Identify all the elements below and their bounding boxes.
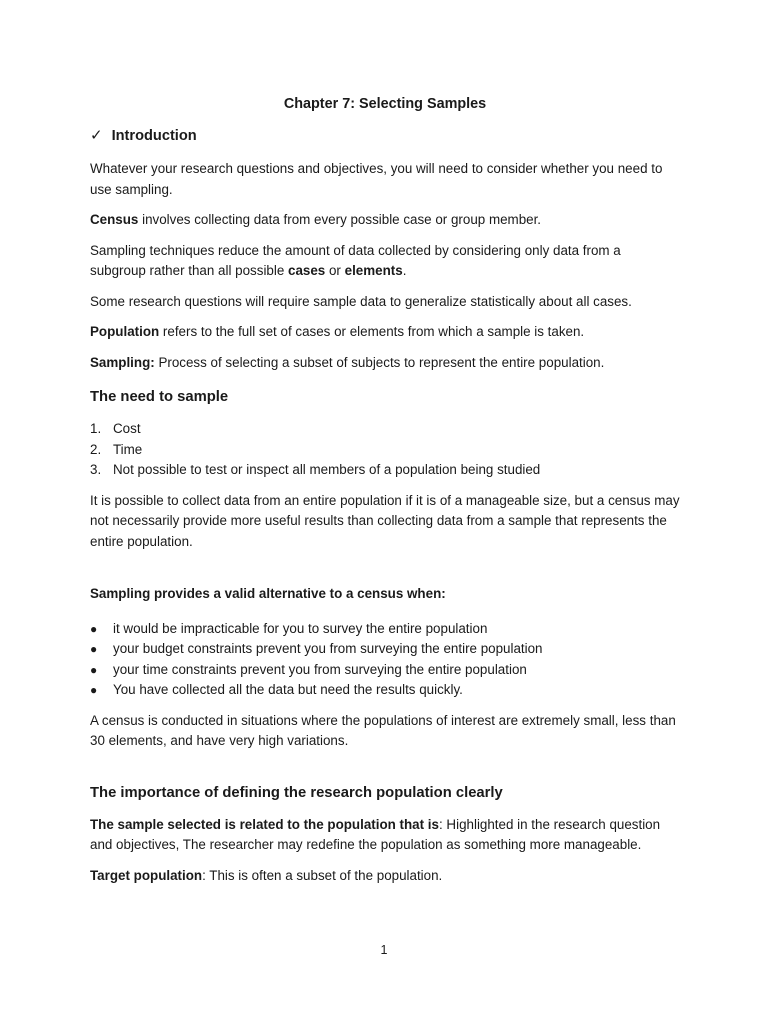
census-definition	[90, 210, 680, 231]
population-text: refers to the full set of cases or elements from which a sample is taken.	[159, 324, 585, 339]
bullet-icon: ●	[90, 683, 98, 697]
importance-heading: The importance of defining the research population clearly	[90, 784, 503, 801]
valid-alternative-lead: Sampling provides a valid alternative to a census when:	[90, 586, 446, 601]
census-term: Census	[90, 212, 139, 227]
page-number: 1	[380, 943, 388, 957]
population-term: Population	[90, 324, 160, 339]
census-text: involves collecting data from every possible case or group member.	[138, 212, 542, 227]
sampling-term: Sampling:	[90, 354, 155, 370]
period: .	[402, 263, 407, 278]
list-number: 1.	[90, 421, 102, 436]
target-population-text: : This is often a subset of the population.	[202, 867, 443, 883]
page-content	[90, 93, 680, 896]
list-item	[90, 619, 680, 640]
list-item-text: your time constraints prevent you from surveying the entire population	[113, 661, 527, 677]
bullet-icon: ●	[90, 662, 98, 677]
chapter-title: Chapter 7: Selecting Samples	[283, 96, 487, 112]
population-definition	[90, 322, 680, 343]
list-item-text: Cost	[113, 421, 141, 436]
need-to-sample-heading: The need to sample	[90, 389, 229, 405]
sample-selected-text: : Highlighted in the research question and objectives, The researcher may redefine the population as something more manageable.	[90, 816, 661, 852]
list-item-text: Time	[113, 441, 143, 457]
list-number: 2.	[90, 441, 102, 457]
need-to-sample-list	[90, 419, 680, 481]
entire-population-paragraph: It is possible to collect data from an entire population if it is of a manageable size, but a census may not necessarily provide more useful results than collecting data from a sample that represents the entire population.	[90, 492, 680, 549]
sampling-techniques-text: Sampling techniques reduce the amount of data collected by considering only data from a subgroup rather than all possible	[90, 242, 621, 278]
sample-selected-term: The sample selected is related to the population that is	[90, 816, 439, 832]
sampling-definition	[90, 353, 680, 374]
bullet-icon: ●	[90, 621, 98, 636]
census-situations-paragraph: A census is conducted in situations where the populations of interest are extremely small, less than 30 elements, and have very high variations.	[90, 712, 676, 748]
list-item-text: your budget constraints prevent you from surveying the entire population	[113, 641, 543, 656]
target-population-term: Target population	[90, 867, 203, 883]
valid-alternative-list	[90, 619, 680, 701]
intro-paragraph: Whatever your research questions and objectives, you will need to consider whether you need to use sampling.	[90, 161, 663, 197]
introduction-heading	[90, 125, 680, 147]
sampling-text: Process of selecting a subset of subjects to represent the entire population.	[154, 354, 605, 370]
list-item-text: You have collected all the data but need the results quickly.	[113, 682, 463, 697]
list-item	[90, 660, 680, 681]
list-item	[90, 680, 680, 701]
research-questions-paragraph: Some research questions will require sample data to generalize statistically about all cases.	[90, 293, 632, 309]
list-item-text: Not possible to test or inspect all members of a population being studied	[113, 462, 541, 477]
sample-selected-paragraph	[90, 815, 680, 856]
list-item	[90, 639, 680, 660]
target-population-paragraph	[90, 866, 680, 887]
list-item	[90, 460, 680, 481]
cases-term: cases	[288, 263, 326, 278]
sampling-techniques-paragraph	[90, 241, 680, 282]
introduction-heading-text: Introduction	[111, 128, 197, 144]
list-item-text: it would be impracticable for you to survey the entire population	[113, 620, 488, 636]
elements-term: elements	[344, 263, 403, 278]
bullet-icon: ●	[90, 642, 98, 656]
list-number: 3.	[90, 462, 102, 477]
checkmark-icon: ✓	[90, 127, 103, 144]
list-item	[90, 440, 680, 461]
list-item	[90, 419, 680, 440]
or-text: or	[325, 263, 345, 278]
